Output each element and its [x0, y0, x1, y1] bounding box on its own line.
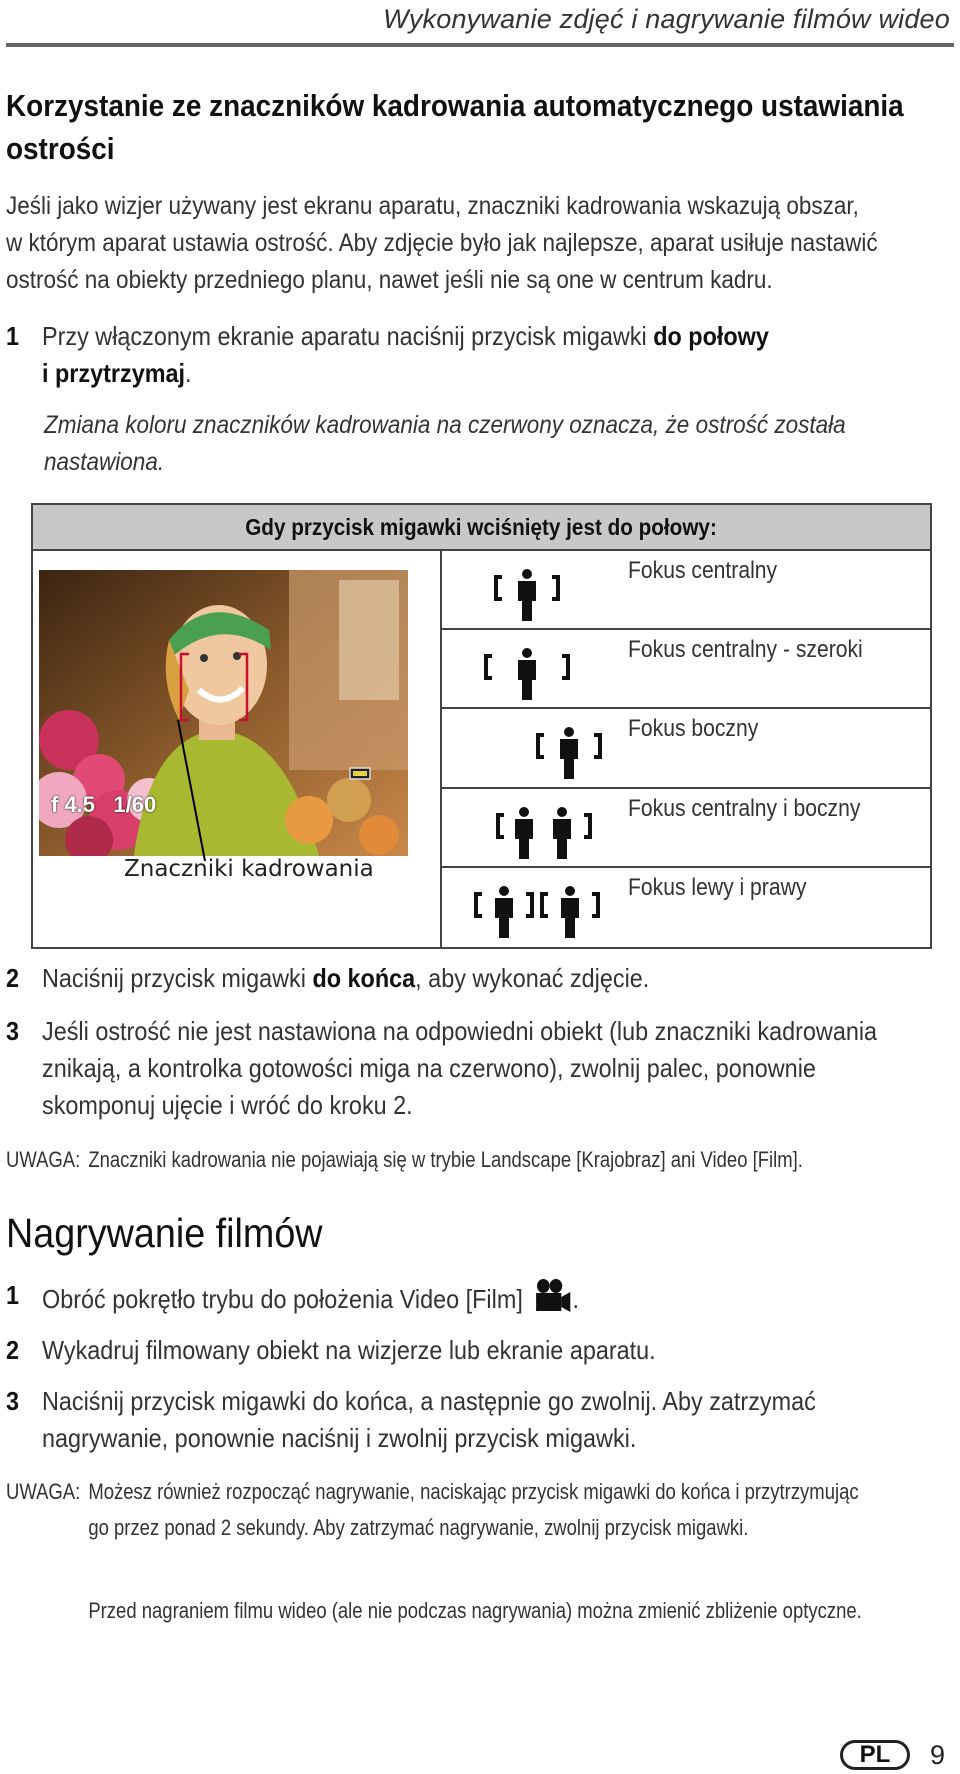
center-focus-icon [492, 569, 562, 625]
intro-paragraph [6, 188, 933, 299]
note-line-2: go przez ponad 2 sekundy. Aby zatrzymać nagrywanie, zwolnij przycisk migawki. [88, 1515, 749, 1540]
note-zoom [6, 1593, 888, 1629]
note-line-1: Możesz również rozpocząć nagrywanie, naciskając przycisk migawki do końca i przytrzymując [88, 1479, 859, 1504]
note-focus-markers [6, 1142, 888, 1178]
step-text-part: Obróć pokrętło trybu do położenia Video [Film] [42, 1283, 523, 1314]
step-text-part: Naciśnij przycisk migawki [42, 963, 313, 993]
center-side-focus-icon [494, 807, 594, 863]
step-number: 3 [6, 1016, 20, 1046]
step-text-end: . [572, 1283, 580, 1314]
step-bold-text-2: i przytrzymaj [42, 358, 186, 388]
focus-mode-label: Fokus centralny - szeroki [628, 636, 863, 664]
focus-mode-row [442, 630, 930, 709]
note-line-2: nastawiona. [44, 448, 165, 476]
side-focus-icon [534, 727, 604, 783]
focus-mode-row [442, 709, 930, 788]
left-right-focus-icon [472, 886, 602, 942]
intro-line-1: Jeśli jako wizjer używany jest ekranu aparatu, znaczniki kadrowania wskazują obszar, [6, 192, 859, 220]
focus-mode-list [440, 551, 930, 947]
step-line-1: Jeśli ostrość nie jest nastawiona na odpowiedni obiekt (lub znaczniki kadrowania [42, 1016, 878, 1046]
video-step-2 [6, 1332, 942, 1369]
video-step-3 [6, 1383, 942, 1457]
exposure-readout: f 4.5 1/60 [51, 792, 157, 817]
step-2 [6, 960, 942, 997]
step-text-part: Przy włączonym ekranie aparatu naciśnij przycisk migawki [42, 321, 654, 351]
step-number: 2 [6, 1335, 20, 1365]
focus-mode-label: Fokus lewy i prawy [628, 873, 807, 901]
focus-mode-label: Fokus boczny [628, 715, 759, 743]
video-camera-icon [535, 1277, 573, 1325]
video-step-1 [6, 1277, 942, 1325]
note-line-1: Zmiana koloru znaczników kadrowania na czerwony oznacza, że ostrość została [44, 411, 846, 439]
step-text: Wykadruj filmowany obiekt na wizjerze lub ekranie aparatu. [42, 1335, 656, 1365]
header-rule [6, 43, 954, 47]
step-number: 1 [6, 321, 20, 351]
step-text-end: , aby wykonać zdjęcie. [415, 963, 650, 993]
step-line-2: nagrywanie, ponownie naciśnij i zwolnij przycisk migawki. [42, 1423, 637, 1453]
focus-modes-figure [31, 503, 932, 949]
step-line-2: znikają, a kontrolka gotowości miga na czerwono), zwolnij palec, ponownie [42, 1053, 816, 1083]
figure-heading-text: Gdy przycisk migawki wciśnięty jest do połowy: [245, 513, 718, 540]
step-1 [6, 318, 942, 392]
step-number: 1 [6, 1280, 20, 1310]
step-line-3: skomponuj ujęcie i wróć do kroku 2. [42, 1090, 413, 1120]
focus-mode-row [442, 868, 930, 947]
heading-line-1: Korzystanie ze znaczników kadrowania automatycznego ustawiania [6, 88, 904, 123]
step-text [42, 960, 942, 997]
page-number: 9 [930, 1740, 946, 1770]
step-number: 2 [6, 963, 20, 993]
heading-line-2: ostrości [6, 131, 115, 166]
note-label: UWAGA: [6, 1479, 81, 1504]
section-heading-video: Nagrywanie filmów [6, 1210, 323, 1256]
step-text-end: . [185, 358, 192, 388]
focus-mode-label: Fokus centralny i boczny [628, 794, 861, 822]
note-label: UWAGA: [6, 1147, 81, 1172]
step-text [42, 1013, 942, 1124]
intro-line-3: ostrość na obiekty przedniego planu, nawet jeśli nie są one w centrum kadru. [6, 266, 773, 294]
step-1-note [44, 407, 944, 481]
photo-caption: Znaczniki kadrowania [124, 856, 374, 882]
step-text [42, 318, 942, 392]
caption-pointer-line [33, 505, 433, 951]
step-text [42, 1383, 942, 1457]
note-text: Znaczniki kadrowania nie pojawiają się w trybie Landscape [Krajobraz] ani Video [Film]. [88, 1147, 803, 1172]
step-text [42, 1277, 942, 1325]
focus-mode-label: Fokus centralny [628, 557, 778, 584]
step-3 [6, 1013, 942, 1124]
step-bold-text: do końca [312, 963, 416, 993]
language-badge [840, 1740, 910, 1770]
running-header: Wykonywanie zdjęć i nagrywanie filmów wideo [383, 4, 950, 34]
intro-line-2: w którym aparat ustawia ostrość. Aby zdjęcie było jak najlepsze, aparat usiłuje nastawić [6, 229, 878, 257]
focus-mode-row [442, 789, 930, 868]
center-wide-focus-icon [482, 648, 572, 704]
language-code: PL [859, 1741, 891, 1768]
focus-mode-row [442, 551, 930, 630]
section-heading-focus-markers [6, 84, 933, 170]
note-extra-text: Przed nagraniem filmu wideo (ale nie podczas nagrywania) można zmienić zbliżenie optyczne. [88, 1598, 862, 1623]
step-line-1: Naciśnij przycisk migawki do końca, a następnie go zwolnij. Aby zatrzymać [42, 1386, 816, 1416]
note-video [6, 1474, 888, 1546]
step-bold-text: do połowy [653, 321, 769, 351]
step-number: 3 [6, 1386, 20, 1416]
note-text [88, 1474, 888, 1546]
